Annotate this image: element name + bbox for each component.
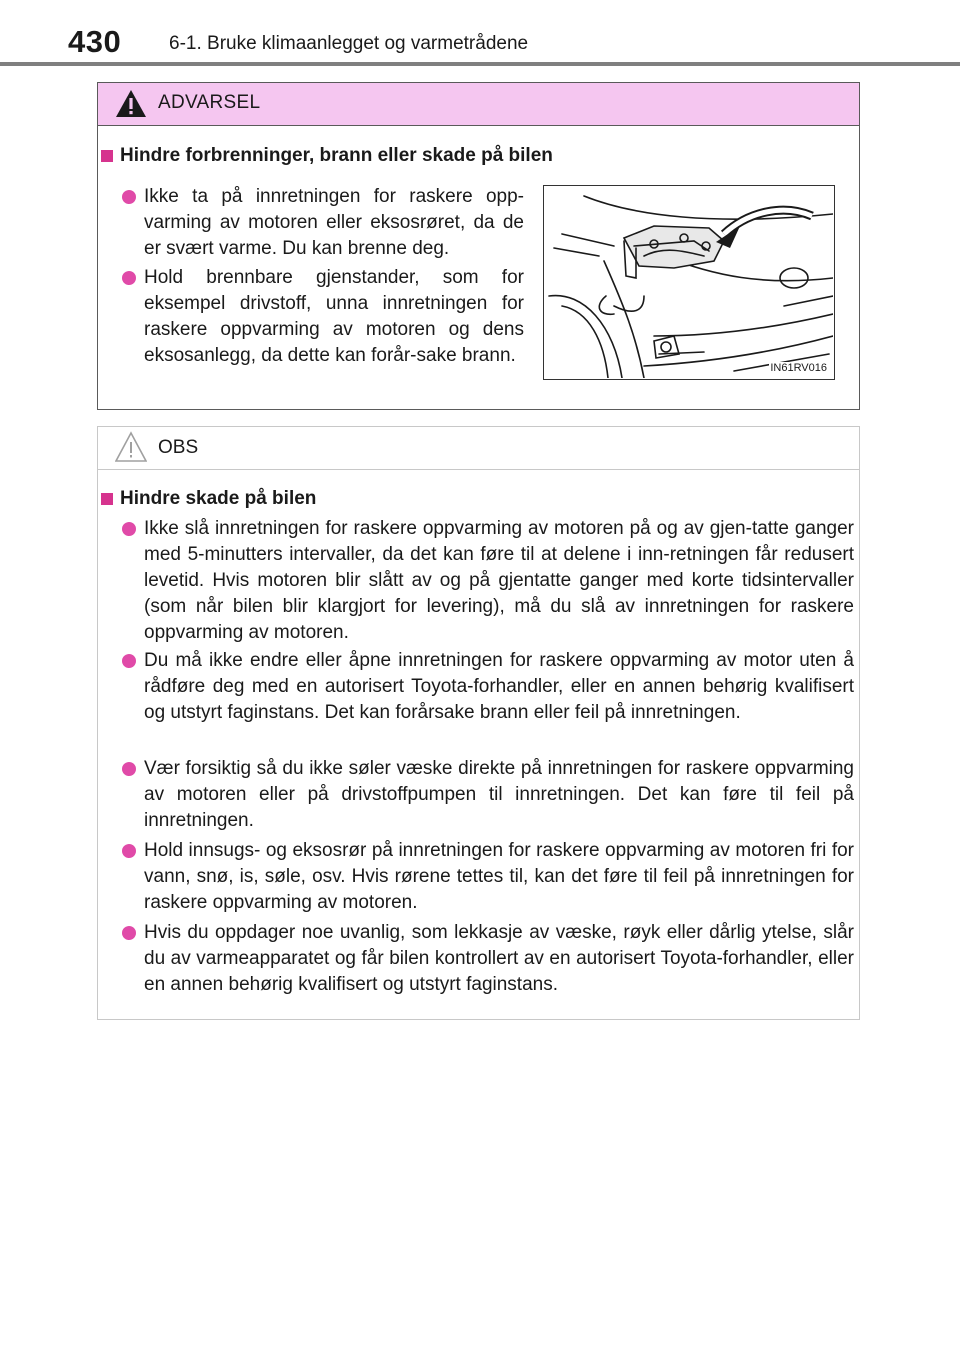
engine-heater-illustration — [543, 185, 835, 380]
notice-bullet-2: Du må ikke endre eller åpne innretningen for raskere oppvarming av motor uten å rådføre deg med en autorisert Toyota-forhandler, eller en annen behørig kvalifisert og utstyrt faginstans. Det kan forårsake brann eller feil på innretningen. — [122, 648, 854, 752]
warning-label: ADVARSEL — [158, 92, 261, 113]
notice-heading — [101, 488, 316, 510]
warning-bullet-1: Ikke ta på innretningen for raskere opp-varming av motoren eller eksosrøret, da de er svært varme. Du kan brenne deg. — [122, 184, 524, 262]
warning-heading — [101, 145, 553, 167]
caution-icon — [115, 431, 147, 463]
notice-bullet-4: Hold innsugs- og eksosrør på innretningen for raskere oppvarming av motoren fri for vann, snø, is, søle, osv. Hvis rørene tettes til, kan det føre til feil på innretningen for raskere oppvarming av motoren. — [122, 838, 854, 916]
square-bullet-icon — [101, 493, 113, 505]
warning-heading-text: Hindre forbrenninger, brann eller skade på bilen — [120, 145, 553, 166]
warning-bullet-2: Hold brennbare gjenstander, som for eksempel drivstoff, unna innretningen for raskere oppvarming av motoren og dens eksosanlegg, da dette kan forår-sake brann. — [122, 265, 524, 395]
notice-label: OBS — [158, 437, 199, 458]
bullet-dot-icon — [122, 522, 136, 536]
page-number: 430 — [68, 24, 122, 59]
warning-icon — [115, 89, 147, 118]
notice-heading-text: Hindre skade på bilen — [120, 488, 317, 509]
section-title: 6-1. Bruke klimaanlegget og varmetrådene — [169, 33, 529, 54]
figure-code: IN61RV016 — [770, 362, 827, 374]
square-bullet-icon — [101, 150, 113, 162]
header-divider — [0, 62, 960, 66]
bullet-dot-icon — [122, 762, 136, 776]
warning-header — [98, 83, 859, 126]
bullet-dot-icon — [122, 844, 136, 858]
notice-bullet-5: Hvis du oppdager noe uvanlig, som lekkasje av væske, røyk eller dårlig ytelse, slår du av varmeapparatet og får bilen kontrollert av en autorisert Toyota-forhandler, eller en annen behørig kvalifisert og utstyrt faginstans. — [122, 920, 854, 998]
bullet-dot-icon — [122, 654, 136, 668]
notice-bullet-3: Vær forsiktig så du ikke søler væske direkte på innretningen for raskere oppvarming av motoren eller på drivstoffpumpen til innretningen. Det kan føre til feil på innretningen. — [122, 756, 854, 834]
notice-header — [98, 427, 859, 470]
car-front-drawing — [544, 186, 833, 378]
bullet-dot-icon — [122, 271, 136, 285]
notice-bullet-1: Ikke slå innretningen for raskere oppvarming av motoren på og av gjen-tatte ganger med 5-minutters intervaller, da det kan føre til at delene i inn-retningen får redusert levetid. Hvis motoren blir slått av og på gjentatte ganger med korte tidsintervaller (som når bilen blir klargjort for levering), må du slå av innretningen for raskere oppvarming av motoren. — [122, 516, 854, 646]
bullet-dot-icon — [122, 926, 136, 940]
bullet-dot-icon — [122, 190, 136, 204]
